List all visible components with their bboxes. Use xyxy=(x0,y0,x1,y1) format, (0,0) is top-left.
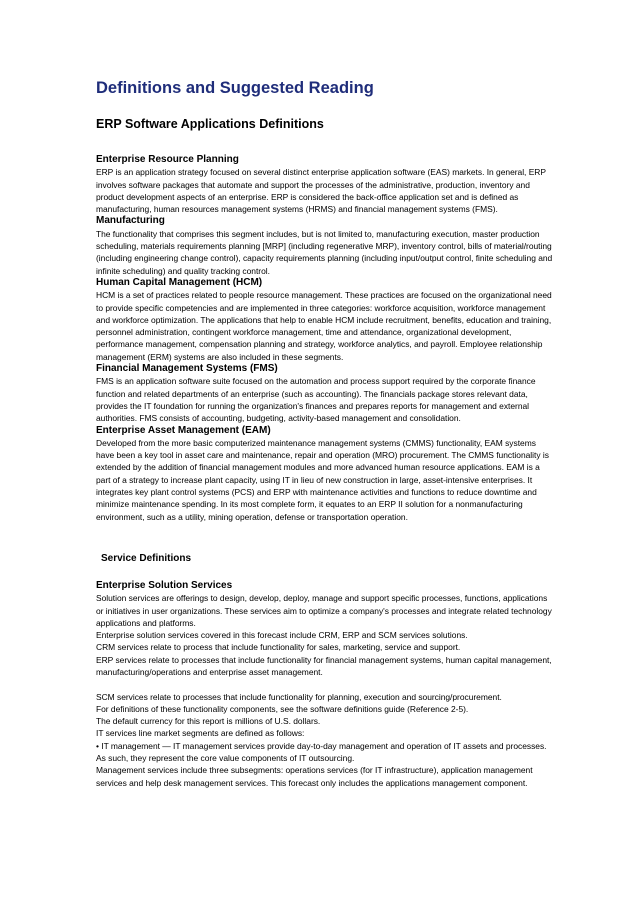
definition-heading: Enterprise Asset Management (EAM) xyxy=(96,424,271,436)
erp-definition-block xyxy=(96,154,556,215)
definition-body: Developed from the more basic computerized maintenance management systems (CMMS) functionality, EAM systems have been a key tool in asset care and maintenance, repair and operation (MRO) procurement. The CMMS functionality is extended by the addition of financial management modules and more advanced human resource applications. EAM is a part of a strategy to increase plant capacity, using IT in lieu of new construction in large, asset-intensive enterprises. It integrates key plant control systems (PCS) and ERP with maintenance activities and functions to reduce downtime and minimize maintenance spending. In its most complete form, it equates to an ERP II solution for a nonmanufacturing environment, such as a utility, mining operation, defense or transportation operation. xyxy=(96,437,549,522)
service-paragraph: For definitions of these functionality components, see the software definitions guide (Reference 2-5). xyxy=(96,703,469,714)
definition-heading: Manufacturing xyxy=(96,215,165,227)
definition-heading: Human Capital Management (HCM) xyxy=(96,276,263,288)
definition-heading: Enterprise Solution Services xyxy=(96,579,233,591)
definition-body: FMS is an application software suite focused on the automation and process support required by the corporate finance function and related departments of an enterprise (such as accounting). The financials package stores relevant data, provides the IT foundation for running the organization's finances and prepares reports for management and external authorities. FMS consists of accounting, budgeting, activity-based management and consolidation. xyxy=(96,376,536,424)
manufacturing-definition-block xyxy=(96,215,556,276)
definition-heading: Enterprise Resource Planning xyxy=(96,154,239,165)
section-subtitle: ERP Software Applications Definitions xyxy=(96,117,324,131)
document-page xyxy=(96,78,556,789)
service-paragraph: SCM services relate to processes that include functionality for planning, execution and sourcing/procurement. xyxy=(96,691,502,702)
service-definitions-title: Service Definitions xyxy=(101,552,192,564)
spacer xyxy=(96,566,556,580)
eam-definition-block xyxy=(96,425,556,523)
service-paragraph: ERP services relate to processes that include functionality for financial management systems, human capital management, manufacturing/operations and enterprise asset management. xyxy=(96,654,552,677)
service-paragraph: Management services include three subsegments: operations services (for IT infrastructure), application management services and help desk management services. This forecast only includes the applications management component. xyxy=(96,765,533,788)
definition-body: HCM is a set of practices related to people resource management. These practices are focused on the organizational need to provide specific competencies and are implemented in three categories: workforce acquisition, workforce management and workforce optimization. The applications that help to enable HCM include recruitment, benefits, education and training, personnel administration, contingent workforce management, time and attendance, organizational development, performance management, compensation planning and strategy, workforce analytics, and payroll. Employee relationship management (ERM) systems are also included in these segments. xyxy=(96,290,552,362)
service-paragraph: Solution services are offerings to design, develop, deploy, manage and support specific processes, functions, applications or initiatives in user organizations. These services aim to optimize a company's processes and integrate related technology applications and platforms. xyxy=(96,593,552,628)
service-paragraph: • IT management — IT management services provide day-to-day management and operation of IT assets and processes. As such, they represent the core value components of IT outsourcing. xyxy=(96,740,547,764)
page-title: Definitions and Suggested Reading xyxy=(96,79,374,97)
spacer xyxy=(96,132,556,154)
spacer xyxy=(96,523,556,552)
spacer xyxy=(96,678,556,690)
hcm-definition-block xyxy=(96,277,556,363)
service-definition-block xyxy=(96,580,556,789)
service-paragraph: Enterprise solution services covered in this forecast include CRM, ERP and SCM services solutions. xyxy=(96,630,468,641)
definition-heading: Financial Management Systems (FMS) xyxy=(96,363,278,375)
service-paragraph: The default currency for this report is millions of U.S. dollars. xyxy=(96,716,321,727)
service-paragraph: IT services line market segments are defined as follows: xyxy=(96,728,305,739)
fms-definition-block xyxy=(96,363,556,424)
service-paragraph: CRM services relate to process that include functionality for sales, marketing, service and support. xyxy=(96,642,461,653)
definition-body: The functionality that comprises this segment includes, but is not limited to, manufacturing execution, master production scheduling, materials requirements planning [MRP] (including regenerative MRP), inventory control, bills of material/routing (including engineering change control), capacity requirements planning (including input/output control, finite scheduling and infinite scheduling) and quality tracking control. xyxy=(96,228,553,276)
definition-body: ERP is an application strategy focused on several distinct enterprise application software (EAS) markets. In general, ERP involves software packages that automate and support the processes of the administrative, production, inventory and product development aspects of an enterprise. ERP is considered the back-office application set and is defined as manufacturing, human resources management systems (HRMS) and financial management systems (FMS). xyxy=(96,167,546,215)
